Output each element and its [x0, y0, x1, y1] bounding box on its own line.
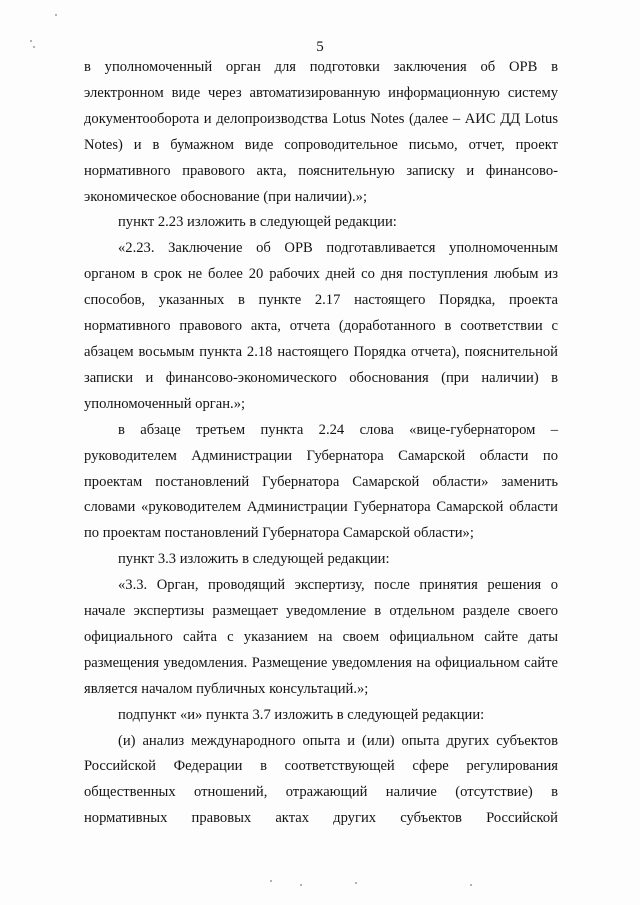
- text-line: «2.23. Заключение об ОРВ подготавливается уполномоченным: [118, 240, 558, 257]
- page-number: 5: [316, 39, 324, 55]
- paragraph-amend-2-24: [84, 418, 558, 548]
- scan-speck: [270, 880, 272, 882]
- paragraph-amend-3-3: [84, 547, 558, 573]
- text-line: по проектам постановлений Губернатора Самарской области»;: [84, 525, 474, 542]
- scan-speck: [470, 884, 472, 886]
- paragraph-amend-3-7: [84, 703, 558, 729]
- text-line: в уполномоченный орган для подготовки заключения об ОРВ в: [84, 59, 558, 75]
- text-line: проектам постановлений Губернатора Самарской области» заменить: [84, 473, 558, 490]
- text-line: способов, указанных в пункте 2.17 настоящего Порядка, проекта: [84, 292, 558, 309]
- text-line: электронном виде через автоматизированную информационную систему: [84, 84, 558, 101]
- text-line: уполномоченный орган.»;: [84, 395, 246, 412]
- text-line: руководителем Администрации Губернатора Самарской области по: [84, 447, 558, 464]
- text-line: абзацем восьмым пункта 2.18 настоящего Порядка отчета), пояснительной: [84, 343, 558, 360]
- document-body: [84, 55, 558, 832]
- text-line: в абзаце третьем пункта 2.24 слова «вице-губернатором –: [118, 421, 558, 438]
- text-line: нормативного правового акта, отчета (доработанного в соответствии с: [84, 318, 558, 335]
- text-line: нормативного правового акта, пояснительную записку и финансово-: [84, 162, 558, 179]
- scan-speck: [300, 884, 302, 886]
- text-line: размещения уведомления. Размещение уведомления на официальном сайте: [84, 654, 558, 671]
- text-line: является началом публичных консультаций.»;: [84, 680, 369, 697]
- text-line: документооборота и делопроизводства Lotus Notes (далее – АИС ДД Lotus: [84, 110, 558, 127]
- text-line: словами «руководителем Администрации Губернатора Самарской области: [84, 499, 558, 516]
- paragraph-clause-3-3: [84, 573, 558, 703]
- text-line: подпункт «и» пункта 3.7 изложить в следующей редакции:: [118, 706, 485, 723]
- text-line: экономическое обоснование (при наличии).»;: [84, 188, 368, 205]
- text-line: Notes) и в бумажном виде сопроводительное письмо, отчет, проект: [84, 136, 558, 153]
- text-line: начале экспертизы размещает уведомление в отдельном разделе своего: [84, 603, 558, 620]
- text-line: (и) анализ международного опыта и (или) опыта других субъектов: [118, 732, 558, 749]
- text-line: органом в срок не более 20 рабочих дней со дня поступления любым из: [84, 266, 558, 283]
- paragraph-amend-2-23: [84, 210, 558, 236]
- scan-speck: [55, 14, 57, 16]
- text-line: Российской Федерации в соответствующей сфере регулирования: [84, 758, 558, 775]
- text-line: официального сайта с указанием на своем официальном сайте даты: [84, 628, 558, 645]
- text-line: «3.3. Орган, проводящий экспертизу, после принятия решения о: [118, 577, 558, 594]
- text-line: пункт 3.3 изложить в следующей редакции:: [118, 551, 390, 568]
- text-line: записки и финансово-экономического обоснования (при наличии) в: [84, 369, 558, 386]
- text-line: общественных отношений, отражающий наличие (отсутствие) в: [84, 784, 558, 801]
- paragraph-clause-2-23: [84, 236, 558, 417]
- paragraph-submission-documents: [84, 55, 558, 210]
- scan-speck: [355, 882, 357, 884]
- paragraph-subclause-i: [84, 729, 558, 833]
- text-line: пункт 2.23 изложить в следующей редакции:: [118, 214, 397, 231]
- text-line: нормативных правовых актах других субъектов Российской: [84, 810, 558, 827]
